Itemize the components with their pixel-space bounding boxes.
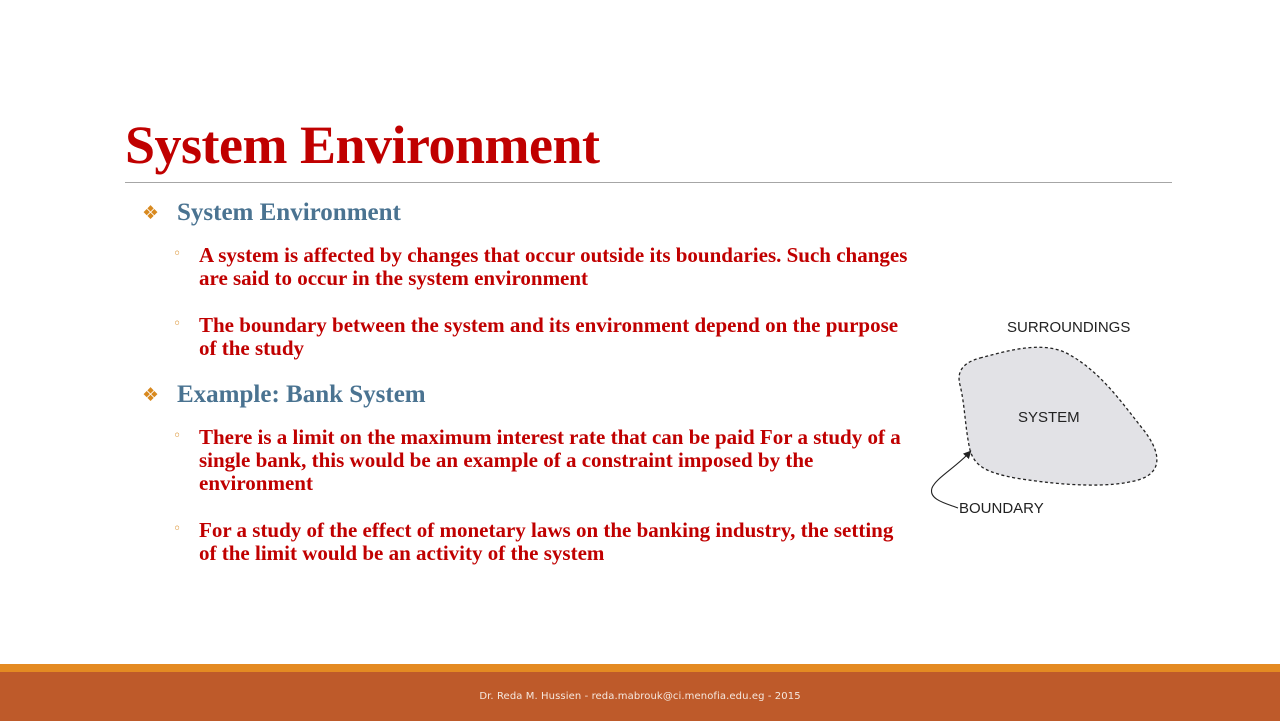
section-heading-text: System Environment: [177, 199, 401, 226]
footer-accent-stripe: [0, 664, 1280, 672]
bullet-item: [140, 519, 910, 565]
ring-bullet-icon: ◦: [173, 428, 182, 444]
bullet-item: [140, 426, 910, 495]
surroundings-label: SURROUNDINGS: [1007, 319, 1131, 336]
four-diamond-icon: ❖: [142, 201, 160, 224]
section-heading-text: Example: Bank System: [177, 381, 426, 408]
slide-title: System Environment: [125, 115, 600, 175]
section-bank-example: [140, 378, 910, 565]
section-heading: [140, 378, 910, 412]
bullet-text: There is a limit on the maximum interest rate that can be paid For a study of a single bank, this would be an example of a constraint imposed by the environment: [199, 425, 901, 495]
four-diamond-icon: ❖: [142, 383, 160, 406]
bullet-item: [140, 314, 910, 360]
bullet-item: [140, 244, 910, 290]
footer-bar: [0, 672, 1280, 721]
system-boundary-diagram: [920, 310, 1180, 530]
footer-text: Dr. Reda M. Hussien - reda.mabrouk@ci.menofia.edu.eg - 2015: [479, 691, 801, 702]
section-system-environment: [140, 196, 910, 360]
ring-bullet-icon: ◦: [173, 246, 182, 262]
bullet-text: For a study of the effect of monetary laws on the banking industry, the setting of the limit would be an activity of the system: [199, 518, 894, 565]
boundary-label: BOUNDARY: [959, 500, 1044, 517]
bullet-text: A system is affected by changes that occur outside its boundaries. Such changes are said to occur in the system environment: [199, 243, 908, 290]
title-divider: [125, 182, 1172, 183]
ring-bullet-icon: ◦: [173, 521, 182, 537]
ring-bullet-icon: ◦: [173, 316, 182, 332]
bullet-text: The boundary between the system and its environment depend on the purpose of the study: [199, 313, 899, 360]
slide-content: [140, 196, 910, 565]
system-label: SYSTEM: [1018, 409, 1080, 426]
section-heading: [140, 196, 910, 230]
